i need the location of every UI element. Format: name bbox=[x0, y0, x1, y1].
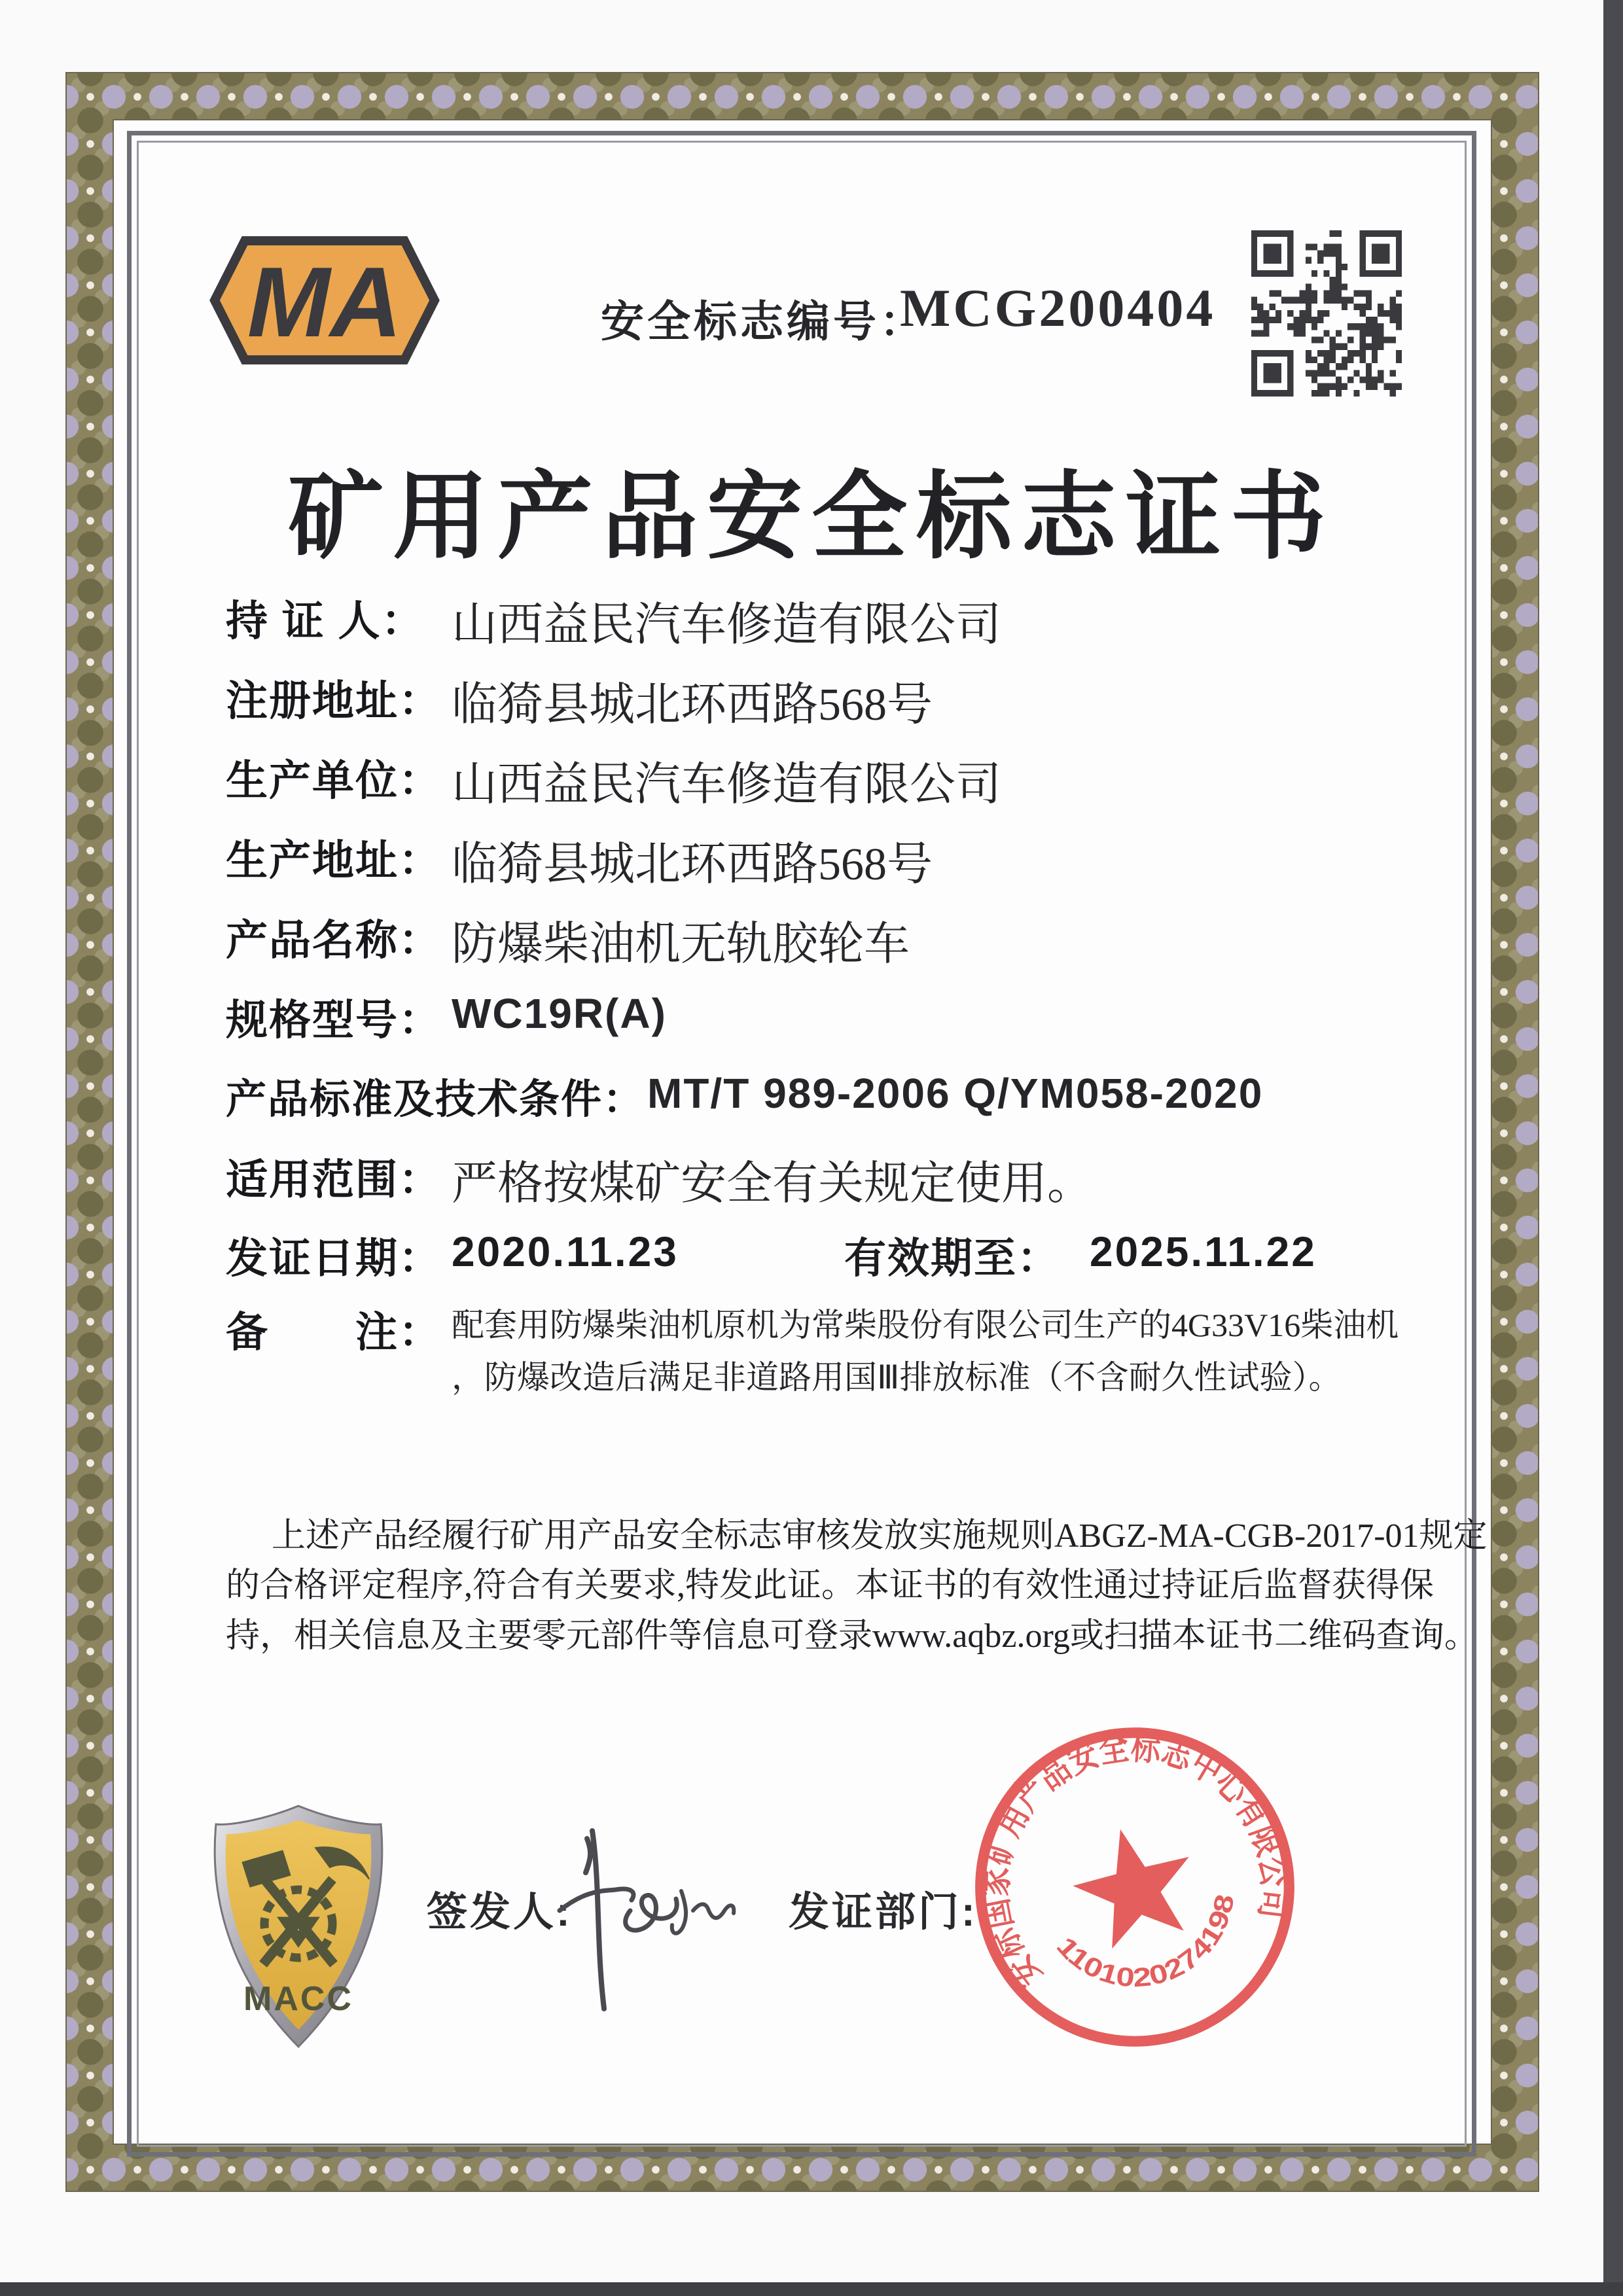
certificate-title: 矿用产品安全标志证书 bbox=[288, 465, 1335, 571]
remark-label: 备 注： bbox=[226, 1309, 442, 1356]
field-row-reg-address bbox=[226, 667, 1466, 733]
field-label: 产品名称： bbox=[226, 917, 442, 964]
remark-line-1: 配套用防爆柴油机原机为常柴股份有限公司生产的4G33V16柴油机 bbox=[452, 1307, 1399, 1343]
seal-star bbox=[1062, 1815, 1206, 1954]
field-value: 防爆柴油机无轨胶轮车 bbox=[452, 919, 910, 970]
ma-logo-text: MA bbox=[247, 247, 402, 358]
field-value: 临猗县城北环西路568号 bbox=[452, 839, 933, 890]
field-label: 适用范围： bbox=[226, 1156, 442, 1203]
issue-date-label: 发证日期： bbox=[226, 1235, 442, 1282]
field-label: 生产地址： bbox=[226, 837, 442, 884]
field-row-holder bbox=[226, 588, 1466, 654]
field-value: 严格按煤矿安全有关规定使用。 bbox=[452, 1159, 1093, 1209]
scan-edge-right bbox=[1603, 0, 1623, 2296]
expiry-date-label: 有效期至： bbox=[844, 1235, 1060, 1282]
field-row-validity bbox=[226, 1225, 1466, 1280]
certification-statement bbox=[226, 1511, 1488, 1661]
field-value: WC19R(A) bbox=[452, 990, 667, 1037]
field-value: MT/T 989-2006 Q/YM058-2020 bbox=[647, 1070, 1264, 1117]
seal-ring-text: 安标国家矿用产品安全标志中心有限公司 bbox=[972, 1725, 1297, 1996]
field-row-scope bbox=[226, 1146, 1466, 1212]
statement-line-3: 持，相关信息及主要零元部件等信息可登录www.aqbz.org或扫描本证书二维码查询。 bbox=[226, 1617, 1478, 1655]
macc-shield-logo bbox=[204, 1801, 393, 2051]
field-row-prod-address bbox=[226, 827, 1466, 893]
field-row-manufacturer bbox=[226, 747, 1466, 813]
field-label: 注册地址： bbox=[226, 677, 442, 724]
statement-line-2: 的合格评定程序,符合有关要求,特发此证。本证书的有效性通过持证后监督获得保 bbox=[226, 1567, 1435, 1605]
field-row-remark bbox=[226, 1299, 1466, 1404]
field-value: 临猗县城北环西路568号 bbox=[452, 680, 933, 730]
scan-edge-bottom bbox=[0, 2282, 1623, 2296]
field-label: 产品标准及技术条件： bbox=[226, 1077, 645, 1122]
issue-date-value: 2020.11.23 bbox=[452, 1228, 679, 1275]
field-value: 山西益民汽车修造有限公司 bbox=[452, 760, 1001, 810]
field-label: 规格型号： bbox=[226, 997, 442, 1044]
field-row-standard bbox=[226, 1067, 1466, 1125]
field-value: 山西益民汽车修造有限公司 bbox=[452, 600, 1001, 650]
signer-signature bbox=[553, 1812, 756, 2028]
official-red-seal bbox=[967, 1720, 1302, 2055]
field-label: 持 证 人： bbox=[226, 597, 425, 645]
signer-label: 签发人: bbox=[427, 1890, 573, 1935]
field-row-model bbox=[226, 987, 1466, 1047]
statement-line-1: 上述产品经履行矿用产品安全标志审核发放实施规则ABGZ-MA-CGB-2017-01规定 bbox=[272, 1517, 1488, 1555]
remark-line-2: ，防爆改造后满足非道路用国Ⅲ排放标准（不含耐久性试验）。 bbox=[452, 1359, 1342, 1396]
cert-number-value: MCG200404 bbox=[900, 278, 1216, 338]
shield-macc-text: MACC bbox=[243, 1980, 353, 2018]
field-row-product-name bbox=[226, 907, 1466, 973]
seal-number: 1101020274198 bbox=[1050, 1896, 1240, 1993]
cert-number-label: 安全标志编号： bbox=[601, 297, 926, 345]
expiry-date-value: 2025.11.22 bbox=[1090, 1228, 1317, 1275]
issuing-dept-label: 发证部门: bbox=[789, 1890, 978, 1935]
ma-mark-logo bbox=[209, 233, 440, 368]
qr-code bbox=[1251, 230, 1402, 397]
field-label: 生产单位： bbox=[226, 757, 442, 804]
